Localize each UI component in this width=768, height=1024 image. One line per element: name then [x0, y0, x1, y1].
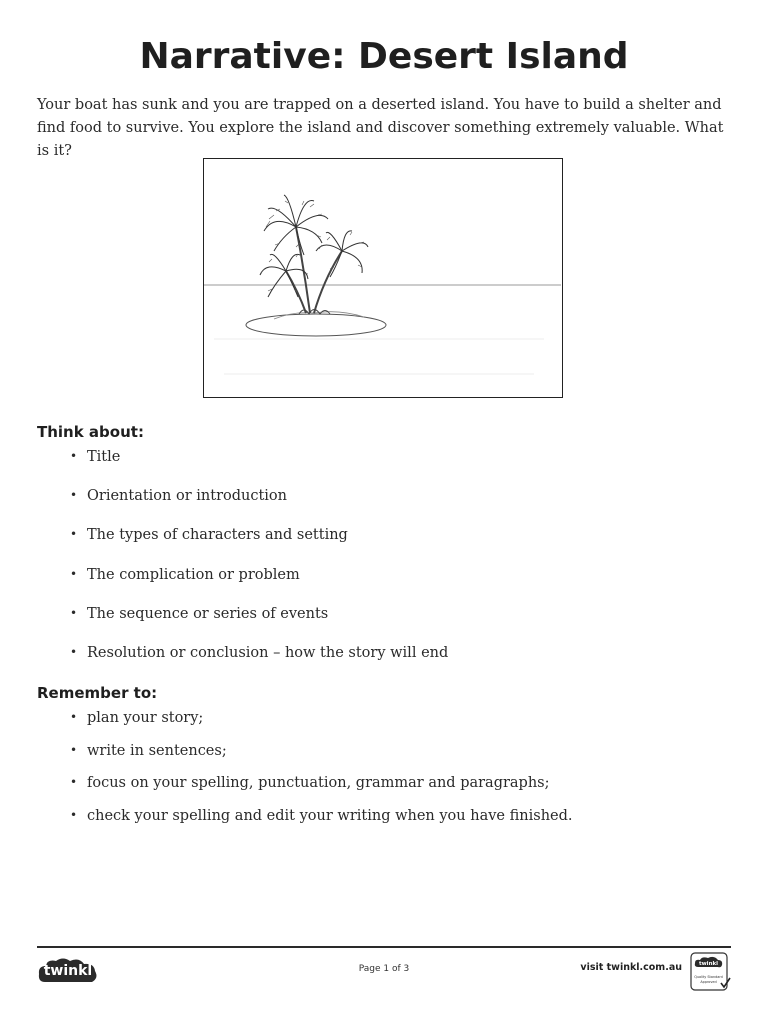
list-item: • The sequence or series of events — [70, 606, 448, 645]
list-item: • The types of characters and setting — [70, 527, 448, 566]
footer-divider — [37, 946, 731, 948]
list-item: • The complication or problem — [70, 567, 448, 606]
quality-standard-badge-icon — [690, 952, 732, 992]
site-link[interactable]: visit twinkl.com.au — [580, 962, 682, 973]
list-item: • write in sentences; — [70, 743, 573, 776]
list-item: • Title — [70, 449, 448, 488]
remember-to-heading: Remember to: — [37, 684, 158, 702]
list-item: • plan your story; — [70, 710, 573, 743]
remember-to-list — [70, 710, 573, 840]
intro-paragraph: Your boat has sunk and you are trapped on a deserted island. You have to build a shelter and find food to survive. You explore the island and discover something extremely valuable. What is it? — [37, 97, 724, 159]
list-item: • focus on your spelling, punctuation, grammar and paragraphs; — [70, 775, 573, 808]
twinkl-logo-icon[interactable] — [37, 956, 99, 986]
list-item: • Orientation or introduction — [70, 488, 448, 527]
palm-tree-island-icon — [204, 159, 561, 396]
list-item: • Resolution or conclusion – how the story will end — [70, 645, 448, 684]
page-title: Narrative: Desert Island — [139, 36, 629, 77]
badge-brand: twinkl — [698, 961, 719, 967]
badge-label-line2: Approved — [700, 980, 717, 984]
page-number: Page 1 of 3 — [358, 964, 410, 974]
list-item: • check your spelling and edit your writing when you have finished. — [70, 808, 573, 841]
badge-label-line1: Quality Standard — [694, 975, 723, 979]
think-about-heading: Think about: — [37, 423, 144, 441]
think-about-list — [70, 449, 448, 684]
island-picture-frame — [203, 158, 563, 398]
logo-text: twinkl — [43, 963, 93, 979]
